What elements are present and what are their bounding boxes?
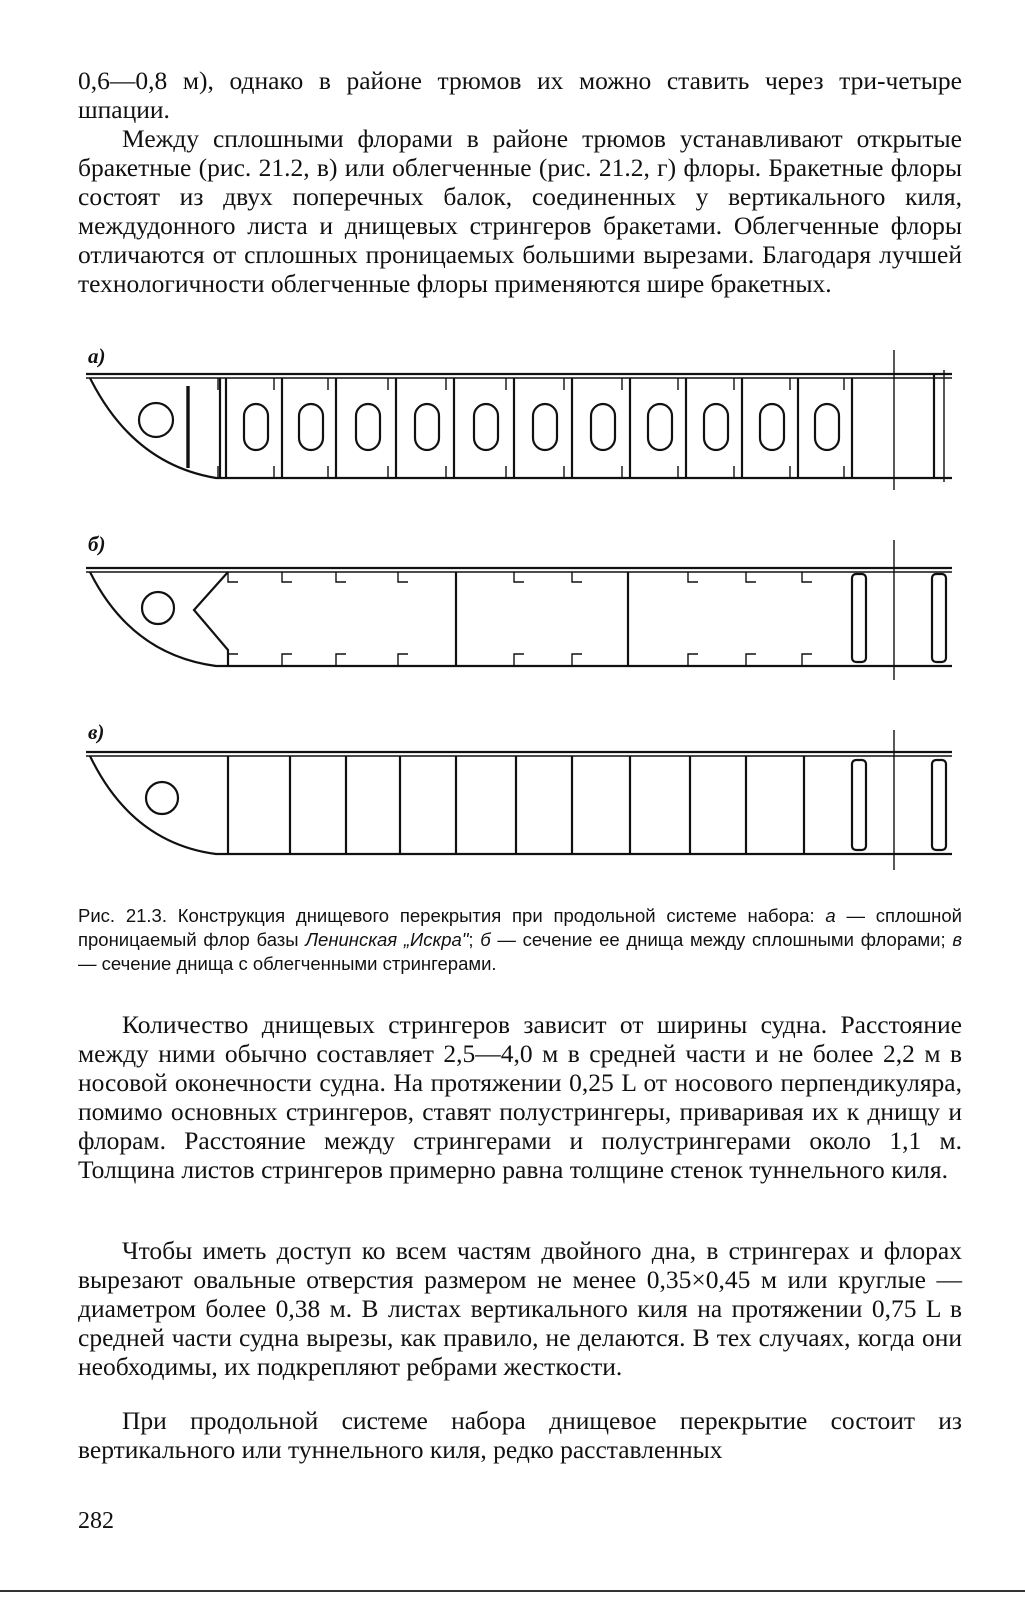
page-number: 282 <box>78 1508 114 1534</box>
figure-a-solid-floor <box>86 350 966 490</box>
paragraph-2: Между сплошными флорами в районе трюмов устанавливают открытые бракетные (рис. 21.2, в) или облегченные (рис. 21.2, г) флоры. Бракетные флоры состоят из двух поперечных балок, соединенных у вертикального киля, междудонного листа и днищевых стрингеров бракетами. Облегченные флоры отличаются от сплошных проницаемых большими вырезами. Благодаря лучшей технологичности облегченные флоры применяются шире бракетных. <box>78 124 962 298</box>
figure-caption: Рис. 21.3. Конструкция днищевого перекрытия при продольной системе набора: а — сплошной проницаемый флор базы Ленинская „Искра"; б — сечение ее днища между сплошными флорами; в — сечение днища с облегченными стрингерами. <box>78 905 963 974</box>
panel-label-a: а) <box>88 344 106 368</box>
panel-label-b: б) <box>88 532 106 556</box>
paragraph-5: При продольной системе набора днищевое перекрытие состоит из вертикального или туннельного киля, редко расставленных <box>78 1406 962 1464</box>
bottom-rule <box>0 1590 1025 1592</box>
figure-c-lightened-stringers <box>86 730 966 870</box>
paragraph-1: 0,6—0,8 м), однако в районе трюмов их можно ставить через три-четыре шпации. <box>78 66 962 124</box>
paragraph-3: Количество днищевых стрингеров зависит от ширины судна. Расстояние между ними обычно составляет 2,5—4,0 м в средней части и не более 2,2 м в носовой оконечности судна. На протяжении 0,25 L от носового перпендикуляра, помимо основных стрингеров, ставят полустрингеры, приваривая их к днищу и флорам. Расстояние между стрингерами и полустрингерами около 1,1 м. Толщина листов стрингеров примерно равна толщине стенок туннельного киля. <box>78 1010 962 1184</box>
panel-label-c: в) <box>88 720 105 744</box>
paragraph-4: Чтобы иметь доступ ко всем частям двойного дна, в стрингерах и флорах вырезают овальные отверстия размером не менее 0,35×0,45 м или круглые — диаметром более 0,38 м. В листах вертикального киля на протяжении 0,75 L в средней части судна вырезы, как правило, не делаются. В тех случаях, когда они необходимы, их подкрепляют ребрами жесткости. <box>78 1236 962 1381</box>
figure-b-section-between-floors <box>86 540 966 680</box>
